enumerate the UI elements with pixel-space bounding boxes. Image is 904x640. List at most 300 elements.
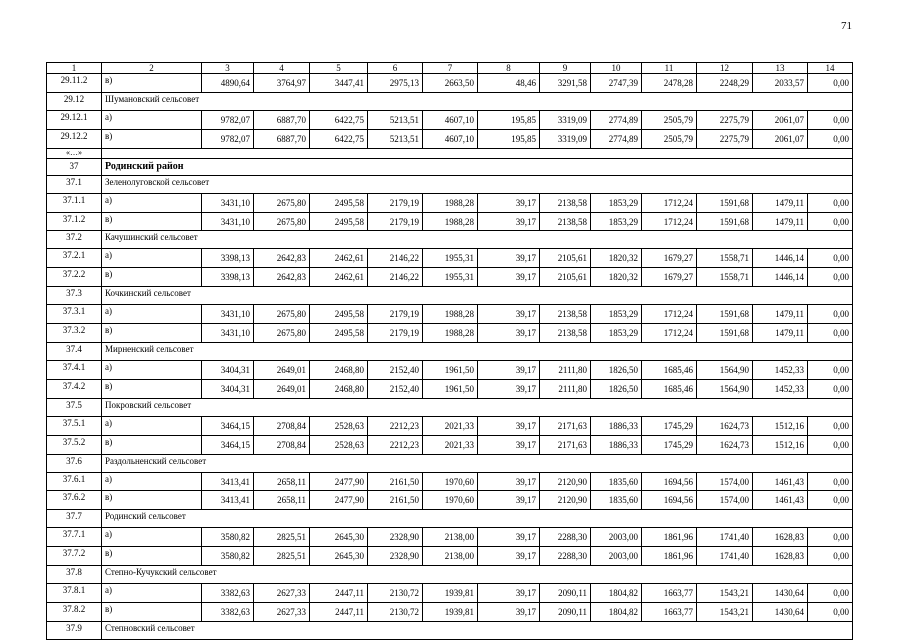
value-cell: 0,00 [808, 324, 853, 343]
section-row [47, 231, 853, 249]
value-cell: 3431,10 [202, 305, 254, 324]
section-code: 37.5 [47, 398, 102, 416]
value-cell: 3319,09 [540, 129, 591, 148]
value-cell: 1961,50 [423, 361, 478, 380]
value-cell: 2105,61 [540, 268, 591, 287]
value-cell: 39,17 [478, 268, 540, 287]
value-cell: 2146,22 [368, 249, 423, 268]
column-number-9: 9 [540, 63, 591, 74]
value-cell: 2003,00 [591, 547, 642, 566]
row-code: 37.7.2 [47, 547, 102, 566]
value-cell: 1452,33 [753, 361, 808, 380]
table-row [47, 361, 853, 380]
ellipsis-filler [102, 148, 853, 158]
row-letter: в) [102, 547, 202, 566]
value-cell: 2171,63 [540, 435, 591, 454]
table-row [47, 528, 853, 547]
row-letter: в) [102, 74, 202, 93]
value-cell: 2120,90 [540, 472, 591, 491]
value-cell: 2495,58 [310, 212, 368, 231]
column-number-2: 2 [102, 63, 202, 74]
column-number-row [47, 63, 853, 74]
value-cell: 0,00 [808, 472, 853, 491]
value-cell: 2179,19 [368, 324, 423, 343]
value-cell: 1804,82 [591, 584, 642, 603]
row-code: 37.7.1 [47, 528, 102, 547]
value-cell: 1591,68 [697, 324, 753, 343]
section-code: 29.12 [47, 92, 102, 110]
value-cell: 1446,14 [753, 268, 808, 287]
table-row [47, 603, 853, 622]
value-cell: 1853,29 [591, 305, 642, 324]
value-cell: 2645,30 [310, 528, 368, 547]
value-cell: 2090,11 [540, 584, 591, 603]
row-letter: а) [102, 361, 202, 380]
value-cell: 1461,43 [753, 491, 808, 510]
table-row [47, 110, 853, 129]
value-cell: 2675,80 [254, 212, 310, 231]
value-cell: 1939,81 [423, 584, 478, 603]
value-cell: 2642,83 [254, 249, 310, 268]
value-cell: 2825,51 [254, 547, 310, 566]
value-cell: 3580,82 [202, 547, 254, 566]
section-code: 37.4 [47, 343, 102, 361]
row-letter: а) [102, 110, 202, 129]
value-cell: 1988,28 [423, 193, 478, 212]
value-cell: 3431,10 [202, 193, 254, 212]
value-cell: 1970,60 [423, 472, 478, 491]
row-letter: в) [102, 435, 202, 454]
value-cell: 2528,63 [310, 416, 368, 435]
row-letter: а) [102, 305, 202, 324]
value-cell: 2138,58 [540, 193, 591, 212]
value-cell: 2975,13 [368, 74, 423, 93]
section-code: 37.3 [47, 287, 102, 305]
section-row [47, 510, 853, 528]
value-cell: 0,00 [808, 305, 853, 324]
table-row [47, 249, 853, 268]
value-cell: 2130,72 [368, 584, 423, 603]
value-cell: 1961,50 [423, 379, 478, 398]
value-cell: 2462,61 [310, 268, 368, 287]
row-letter: в) [102, 324, 202, 343]
value-cell: 0,00 [808, 603, 853, 622]
value-cell: 39,17 [478, 435, 540, 454]
value-cell: 1804,82 [591, 603, 642, 622]
value-cell: 1988,28 [423, 305, 478, 324]
value-cell: 1988,28 [423, 212, 478, 231]
value-cell: 2003,00 [591, 528, 642, 547]
value-cell: 4607,10 [423, 129, 478, 148]
value-cell: 1826,50 [591, 379, 642, 398]
value-cell: 2105,61 [540, 249, 591, 268]
value-cell: 1970,60 [423, 491, 478, 510]
value-cell: 1591,68 [697, 193, 753, 212]
section-code: 37.8 [47, 566, 102, 584]
value-cell: 0,00 [808, 212, 853, 231]
section-code: 37.9 [47, 621, 102, 639]
value-cell: 2774,89 [591, 129, 642, 148]
value-cell: 39,17 [478, 472, 540, 491]
value-cell: 2275,79 [697, 110, 753, 129]
row-code: 37.2.2 [47, 268, 102, 287]
value-cell: 1820,32 [591, 268, 642, 287]
value-cell: 9782,07 [202, 110, 254, 129]
value-cell: 3398,13 [202, 249, 254, 268]
value-cell: 2495,58 [310, 193, 368, 212]
value-cell: 1886,33 [591, 416, 642, 435]
value-cell: 3319,09 [540, 110, 591, 129]
value-cell: 39,17 [478, 193, 540, 212]
value-cell: 2138,58 [540, 324, 591, 343]
value-cell: 2138,58 [540, 212, 591, 231]
value-cell: 1886,33 [591, 435, 642, 454]
row-code: 37.3.1 [47, 305, 102, 324]
value-cell: 1835,60 [591, 491, 642, 510]
value-cell: 3404,31 [202, 379, 254, 398]
district-row [47, 158, 853, 175]
value-cell: 1679,27 [642, 268, 697, 287]
value-cell: 3464,15 [202, 435, 254, 454]
value-cell: 0,00 [808, 74, 853, 93]
section-row [47, 343, 853, 361]
value-cell: 1574,00 [697, 472, 753, 491]
value-cell: 2130,72 [368, 603, 423, 622]
value-cell: 39,17 [478, 249, 540, 268]
value-cell: 2462,61 [310, 249, 368, 268]
ellipsis-row [47, 148, 853, 158]
value-cell: 2120,90 [540, 491, 591, 510]
value-cell: 0,00 [808, 249, 853, 268]
row-code: 29.12.2 [47, 129, 102, 148]
section-name: Раздольненский сельсовет [102, 454, 853, 472]
value-cell: 0,00 [808, 268, 853, 287]
value-cell: 3413,41 [202, 472, 254, 491]
value-cell: 9782,07 [202, 129, 254, 148]
column-number-6: 6 [368, 63, 423, 74]
column-number-12: 12 [697, 63, 753, 74]
value-cell: 2288,30 [540, 547, 591, 566]
value-cell: 3404,31 [202, 361, 254, 380]
column-number-10: 10 [591, 63, 642, 74]
value-cell: 1564,90 [697, 379, 753, 398]
value-cell: 2627,33 [254, 603, 310, 622]
value-cell: 4607,10 [423, 110, 478, 129]
value-cell: 2627,33 [254, 584, 310, 603]
value-cell: 3382,63 [202, 584, 254, 603]
value-cell: 2179,19 [368, 212, 423, 231]
section-name: Покровский сельсовет [102, 398, 853, 416]
value-cell: 1591,68 [697, 305, 753, 324]
value-cell: 39,17 [478, 361, 540, 380]
table-row [47, 547, 853, 566]
value-cell: 1430,64 [753, 584, 808, 603]
row-code: 37.4.2 [47, 379, 102, 398]
value-cell: 3398,13 [202, 268, 254, 287]
value-cell: 2179,19 [368, 193, 423, 212]
value-cell: 1939,81 [423, 603, 478, 622]
value-cell: 2675,80 [254, 305, 310, 324]
value-cell: 39,17 [478, 305, 540, 324]
value-cell: 1628,83 [753, 547, 808, 566]
district-code: 37 [47, 158, 102, 175]
value-cell: 1679,27 [642, 249, 697, 268]
value-cell: 2021,33 [423, 416, 478, 435]
value-cell: 2649,01 [254, 379, 310, 398]
value-cell: 2477,90 [310, 472, 368, 491]
value-cell: 1955,31 [423, 249, 478, 268]
value-cell: 1694,56 [642, 491, 697, 510]
value-cell: 1558,71 [697, 268, 753, 287]
row-code: 37.8.1 [47, 584, 102, 603]
ellipsis-mark: «…» [47, 148, 102, 158]
value-cell: 39,17 [478, 324, 540, 343]
row-code: 37.6.2 [47, 491, 102, 510]
value-cell: 1712,24 [642, 212, 697, 231]
value-cell: 1479,11 [753, 324, 808, 343]
value-cell: 1712,24 [642, 324, 697, 343]
value-cell: 1685,46 [642, 379, 697, 398]
value-cell: 1745,29 [642, 416, 697, 435]
table-row [47, 305, 853, 324]
value-cell: 0,00 [808, 379, 853, 398]
row-letter: в) [102, 603, 202, 622]
value-cell: 1479,11 [753, 212, 808, 231]
value-cell: 1446,14 [753, 249, 808, 268]
value-cell: 2658,11 [254, 491, 310, 510]
value-cell: 1712,24 [642, 193, 697, 212]
value-cell: 1820,32 [591, 249, 642, 268]
value-cell: 2021,33 [423, 435, 478, 454]
value-cell: 2061,07 [753, 110, 808, 129]
table-row [47, 74, 853, 93]
value-cell: 1712,24 [642, 305, 697, 324]
value-cell: 4890,64 [202, 74, 254, 93]
section-code: 37.1 [47, 175, 102, 193]
table-row [47, 193, 853, 212]
value-cell: 3431,10 [202, 212, 254, 231]
value-cell: 5213,51 [368, 129, 423, 148]
table-row [47, 491, 853, 510]
value-cell: 2152,40 [368, 361, 423, 380]
value-cell: 2642,83 [254, 268, 310, 287]
value-cell: 3413,41 [202, 491, 254, 510]
value-cell: 2061,07 [753, 129, 808, 148]
column-number-4: 4 [254, 63, 310, 74]
row-code: 29.11.2 [47, 74, 102, 93]
value-cell: 2675,80 [254, 193, 310, 212]
section-name: Родинский сельсовет [102, 510, 853, 528]
row-letter: а) [102, 528, 202, 547]
value-cell: 1543,21 [697, 584, 753, 603]
table-row [47, 212, 853, 231]
value-cell: 1461,43 [753, 472, 808, 491]
value-cell: 3431,10 [202, 324, 254, 343]
column-number-8: 8 [478, 63, 540, 74]
value-cell: 5213,51 [368, 110, 423, 129]
value-cell: 0,00 [808, 547, 853, 566]
value-cell: 2248,29 [697, 74, 753, 93]
value-cell: 2161,50 [368, 472, 423, 491]
row-letter: в) [102, 379, 202, 398]
value-cell: 2033,57 [753, 74, 808, 93]
value-cell: 2179,19 [368, 305, 423, 324]
value-cell: 2152,40 [368, 379, 423, 398]
value-cell: 39,17 [478, 528, 540, 547]
value-cell: 2146,22 [368, 268, 423, 287]
table-row [47, 268, 853, 287]
value-cell: 2658,11 [254, 472, 310, 491]
value-cell: 1628,83 [753, 528, 808, 547]
value-cell: 0,00 [808, 491, 853, 510]
value-cell: 2138,00 [423, 547, 478, 566]
value-cell: 2505,79 [642, 110, 697, 129]
row-letter: в) [102, 268, 202, 287]
value-cell: 39,17 [478, 547, 540, 566]
section-row [47, 566, 853, 584]
value-cell: 1663,77 [642, 603, 697, 622]
table-row [47, 435, 853, 454]
row-letter: а) [102, 416, 202, 435]
value-cell: 2675,80 [254, 324, 310, 343]
row-code: 37.1.1 [47, 193, 102, 212]
value-cell: 1512,16 [753, 416, 808, 435]
row-code: 37.5.1 [47, 416, 102, 435]
section-code: 37.7 [47, 510, 102, 528]
value-cell: 0,00 [808, 193, 853, 212]
value-cell: 6887,70 [254, 129, 310, 148]
value-cell: 1430,64 [753, 603, 808, 622]
value-cell: 1624,73 [697, 435, 753, 454]
row-code: 37.2.1 [47, 249, 102, 268]
column-number-1: 1 [47, 63, 102, 74]
section-row [47, 621, 853, 639]
value-cell: 0,00 [808, 361, 853, 380]
row-letter: в) [102, 491, 202, 510]
value-cell: 1452,33 [753, 379, 808, 398]
value-cell: 0,00 [808, 416, 853, 435]
column-number-7: 7 [423, 63, 478, 74]
value-cell: 2505,79 [642, 129, 697, 148]
value-cell: 1558,71 [697, 249, 753, 268]
value-cell: 1624,73 [697, 416, 753, 435]
value-cell: 2447,11 [310, 584, 368, 603]
value-cell: 2171,63 [540, 416, 591, 435]
row-letter: в) [102, 129, 202, 148]
value-cell: 1574,00 [697, 491, 753, 510]
value-cell: 2111,80 [540, 361, 591, 380]
value-cell: 1685,46 [642, 361, 697, 380]
value-cell: 1543,21 [697, 603, 753, 622]
value-cell: 39,17 [478, 416, 540, 435]
table-row [47, 472, 853, 491]
section-row [47, 92, 853, 110]
row-letter: а) [102, 249, 202, 268]
value-cell: 0,00 [808, 584, 853, 603]
value-cell: 0,00 [808, 110, 853, 129]
district-name: Родинский район [102, 158, 853, 175]
value-cell: 1853,29 [591, 193, 642, 212]
value-cell: 2212,23 [368, 435, 423, 454]
section-name: Кочкинский сельсовет [102, 287, 853, 305]
section-code: 37.2 [47, 231, 102, 249]
value-cell: 6422,75 [310, 110, 368, 129]
value-cell: 2495,58 [310, 324, 368, 343]
page-number: 71 [841, 20, 852, 32]
row-code: 37.1.2 [47, 212, 102, 231]
row-letter: а) [102, 193, 202, 212]
value-cell: 2161,50 [368, 491, 423, 510]
value-cell: 1741,40 [697, 547, 753, 566]
value-cell: 1861,96 [642, 547, 697, 566]
value-cell: 1853,29 [591, 324, 642, 343]
value-cell: 2774,89 [591, 110, 642, 129]
column-number-5: 5 [310, 63, 368, 74]
value-cell: 1479,11 [753, 193, 808, 212]
section-row [47, 398, 853, 416]
value-cell: 2747,39 [591, 74, 642, 93]
value-cell: 2328,90 [368, 528, 423, 547]
value-cell: 39,17 [478, 584, 540, 603]
value-cell: 2649,01 [254, 361, 310, 380]
value-cell: 6422,75 [310, 129, 368, 148]
column-number-14: 14 [808, 63, 853, 74]
section-row [47, 454, 853, 472]
value-cell: 1835,60 [591, 472, 642, 491]
value-cell: 2495,58 [310, 305, 368, 324]
value-cell: 2528,63 [310, 435, 368, 454]
row-code: 37.4.1 [47, 361, 102, 380]
value-cell: 3464,15 [202, 416, 254, 435]
section-row [47, 175, 853, 193]
value-cell: 1564,90 [697, 361, 753, 380]
section-name: Степно-Кучукский сельсовет [102, 566, 853, 584]
value-cell: 1826,50 [591, 361, 642, 380]
value-cell: 39,17 [478, 603, 540, 622]
table-row [47, 129, 853, 148]
value-cell: 2212,23 [368, 416, 423, 435]
value-cell: 48,46 [478, 74, 540, 93]
value-cell: 0,00 [808, 435, 853, 454]
row-code: 37.3.2 [47, 324, 102, 343]
value-cell: 1955,31 [423, 268, 478, 287]
value-cell: 2663,50 [423, 74, 478, 93]
value-cell: 1861,96 [642, 528, 697, 547]
value-cell: 2468,80 [310, 361, 368, 380]
value-cell: 0,00 [808, 129, 853, 148]
value-cell: 2447,11 [310, 603, 368, 622]
value-cell: 195,85 [478, 129, 540, 148]
row-code: 37.8.2 [47, 603, 102, 622]
value-cell: 2825,51 [254, 528, 310, 547]
value-cell: 1663,77 [642, 584, 697, 603]
table-row [47, 584, 853, 603]
section-name: Зеленолуговской сельсовет [102, 175, 853, 193]
value-cell: 2138,58 [540, 305, 591, 324]
value-cell: 1853,29 [591, 212, 642, 231]
column-number-3: 3 [202, 63, 254, 74]
value-cell: 3580,82 [202, 528, 254, 547]
value-cell: 39,17 [478, 491, 540, 510]
column-number-11: 11 [642, 63, 697, 74]
value-cell: 2111,80 [540, 379, 591, 398]
value-cell: 2288,30 [540, 528, 591, 547]
table-row [47, 324, 853, 343]
value-cell: 2090,11 [540, 603, 591, 622]
value-cell: 2328,90 [368, 547, 423, 566]
section-name: Степновский сельсовет [102, 621, 853, 639]
value-cell: 2138,00 [423, 528, 478, 547]
